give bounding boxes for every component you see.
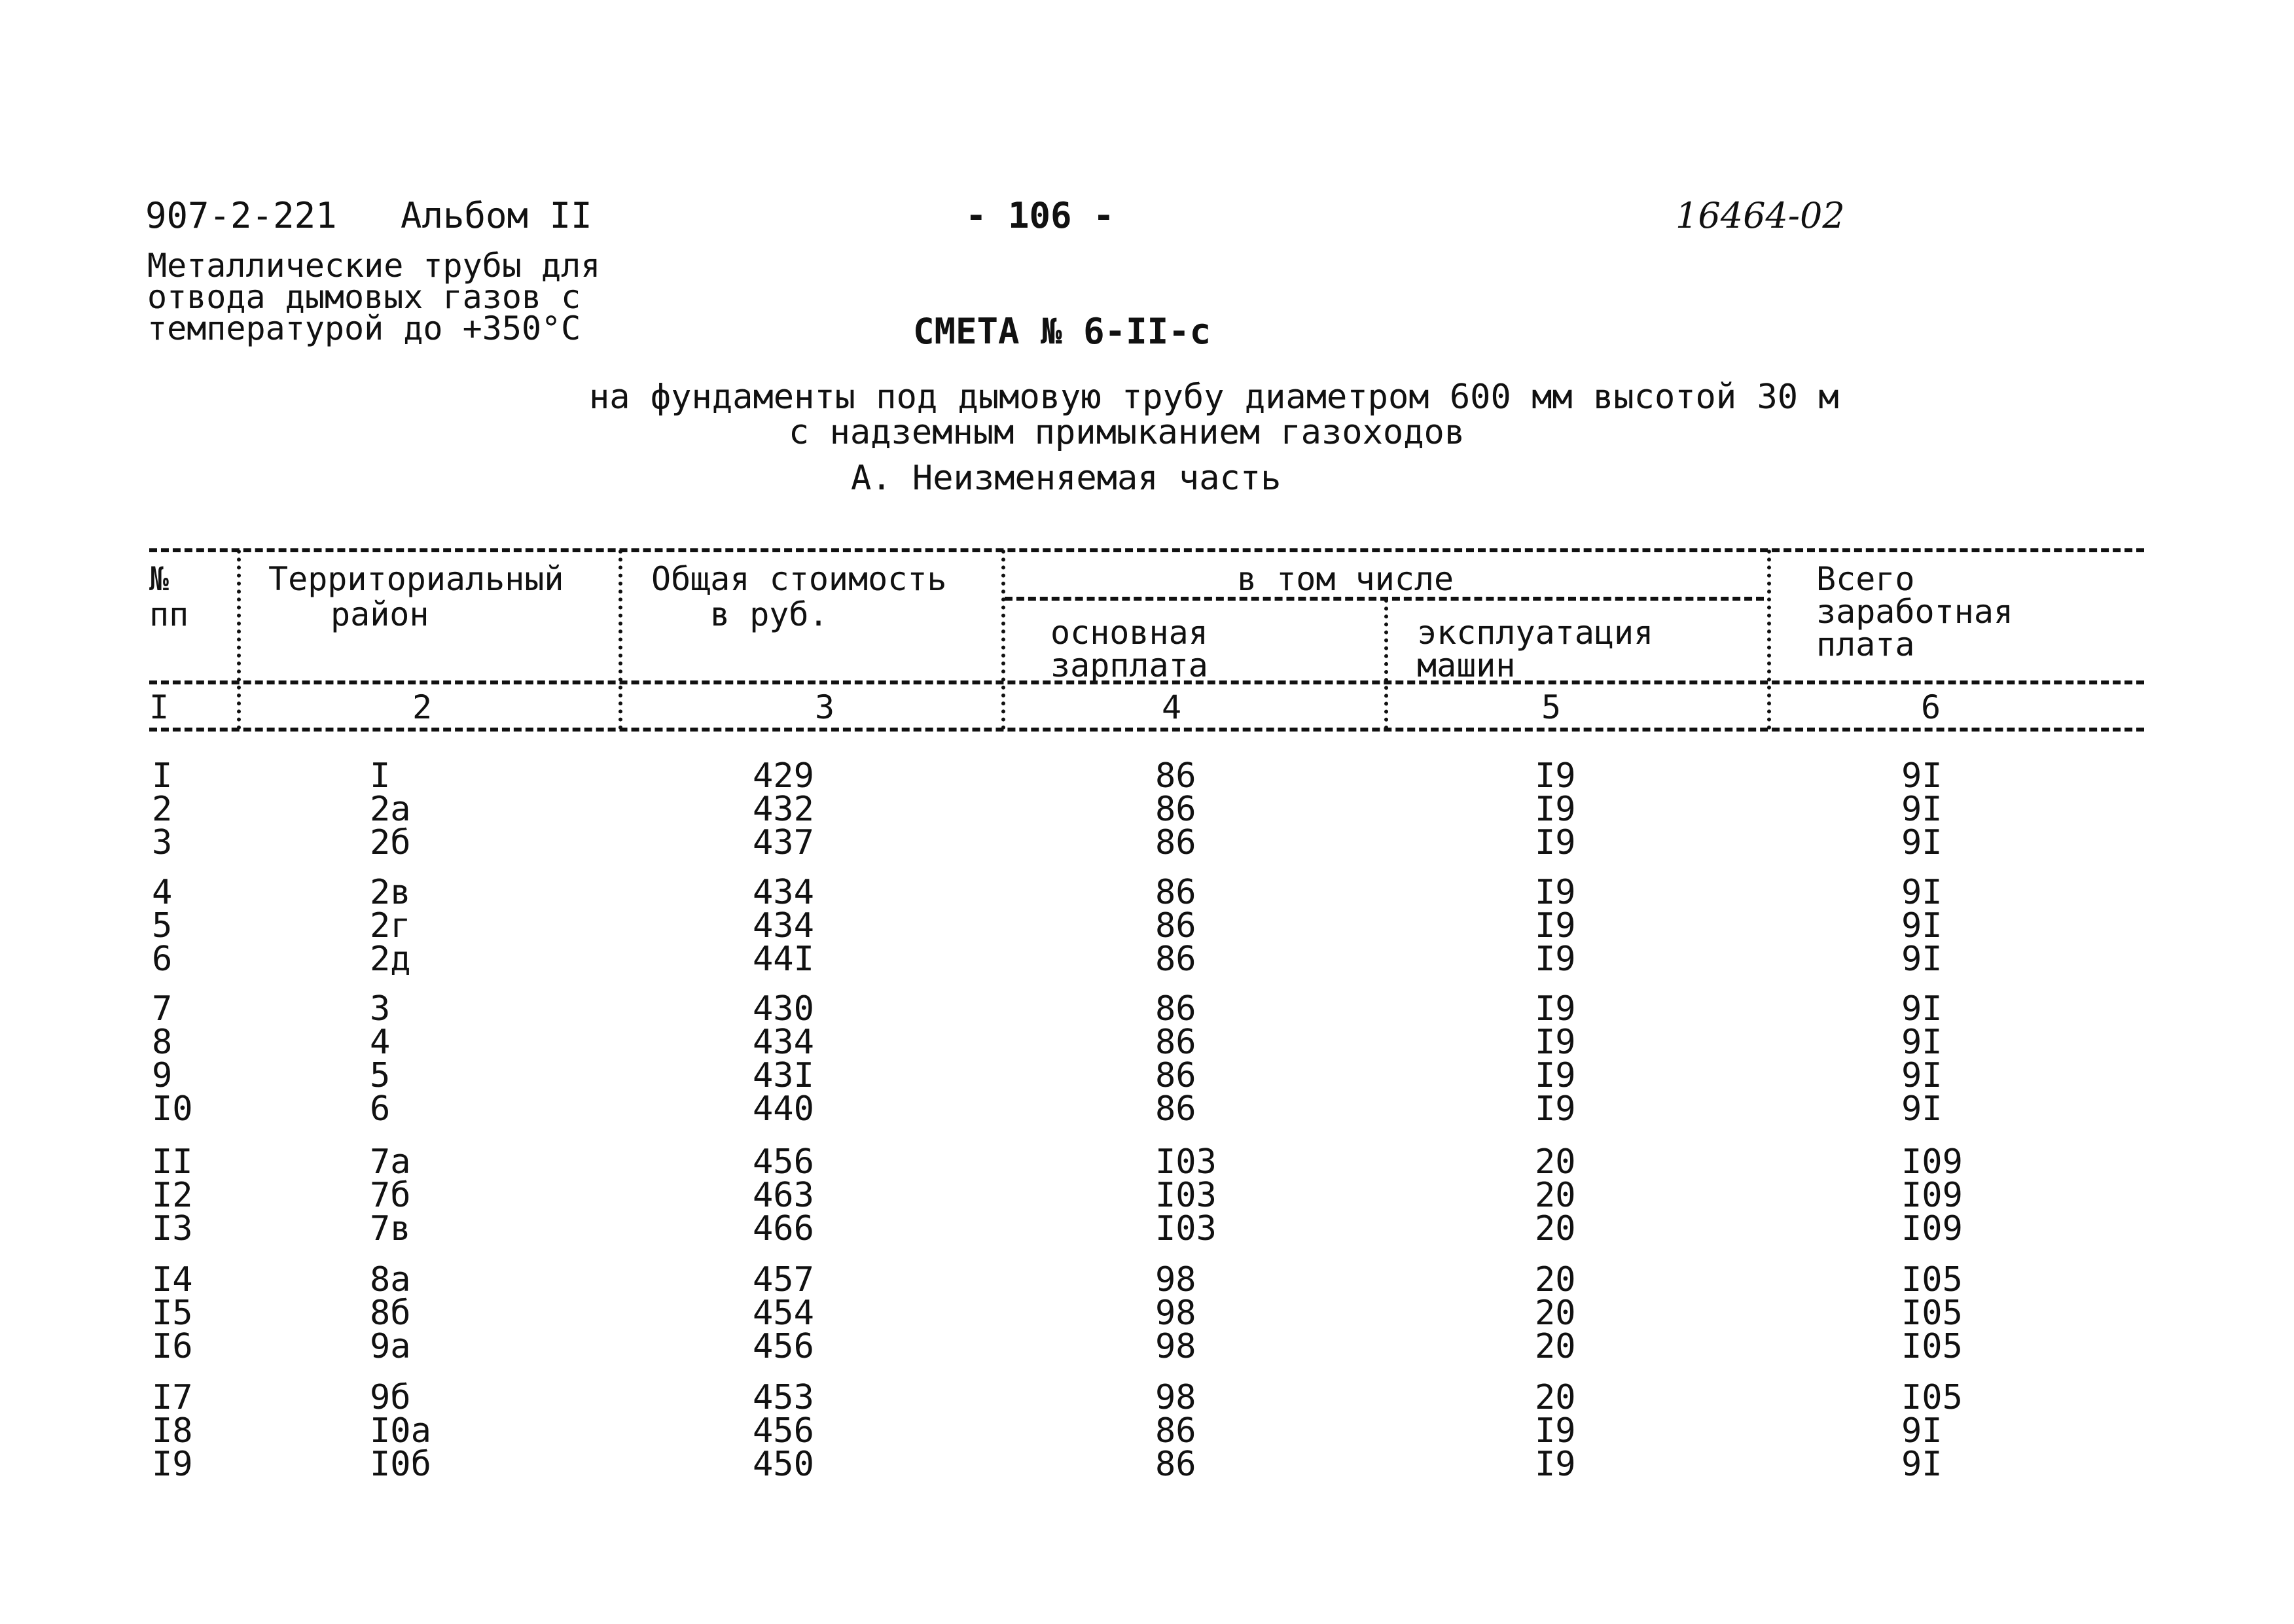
cell-total-wages: 9I: [1901, 823, 1943, 862]
subject-line-3: температурой до +350°С: [147, 309, 581, 347]
cell-row-number: I8: [152, 1411, 193, 1451]
cell-total-wages: I05: [1901, 1327, 1963, 1366]
cell-base-salary: 98: [1155, 1378, 1196, 1417]
cell-base-salary: 98: [1155, 1260, 1196, 1299]
col-divider-3: [1001, 550, 1005, 730]
page-number: - 106 -: [965, 195, 1115, 236]
cell-total-wages: I05: [1901, 1260, 1963, 1299]
cell-base-salary: 86: [1155, 1411, 1196, 1451]
cell-row-number: 2: [152, 790, 173, 829]
th-col6-line3: плата: [1816, 626, 1915, 663]
cell-territorial-district: 8а: [370, 1260, 411, 1299]
cell-total-cost: 430: [753, 989, 814, 1029]
cell-base-salary: 98: [1155, 1327, 1196, 1366]
th-col4-line1: основная: [1050, 614, 1208, 652]
cell-base-salary: 86: [1155, 873, 1196, 912]
th-col2-line1: Территориальный: [268, 560, 564, 598]
cell-row-number: 3: [152, 823, 173, 862]
cell-machine-operation: I9: [1535, 1445, 1576, 1484]
cell-base-salary: 86: [1155, 756, 1196, 796]
cell-territorial-district: I0б: [370, 1445, 431, 1484]
cell-row-number: 7: [152, 989, 173, 1029]
col-divider-1: [237, 550, 241, 730]
cell-total-cost: 437: [753, 823, 814, 862]
cell-total-wages: 9I: [1901, 1023, 1943, 1062]
th-col1-line2: пп: [149, 595, 189, 633]
cell-territorial-district: I0а: [370, 1411, 431, 1451]
cell-total-cost: 466: [753, 1209, 814, 1248]
cell-territorial-district: 7в: [370, 1209, 411, 1248]
stamp-code: 16464-02: [1676, 195, 1845, 236]
th-col3-line1: Общая стоимость: [651, 560, 947, 598]
cell-machine-operation: I9: [1535, 989, 1576, 1029]
colnum-5: 5: [1541, 688, 1562, 726]
cell-row-number: I7: [152, 1378, 193, 1417]
subject-line-2: отвода дымовых газов с: [147, 278, 581, 316]
th-col1-line1: №: [149, 560, 170, 598]
colnum-4: 4: [1162, 688, 1182, 726]
cell-territorial-district: 2д: [370, 940, 411, 979]
cell-total-cost: 434: [753, 906, 814, 945]
cell-row-number: I0: [152, 1089, 193, 1129]
cell-row-number: I2: [152, 1176, 193, 1215]
cell-total-cost: 440: [753, 1089, 814, 1129]
cell-total-cost: 434: [753, 1023, 814, 1062]
cell-territorial-district: 9б: [370, 1378, 411, 1417]
cell-machine-operation: I9: [1535, 790, 1576, 829]
cell-total-wages: 9I: [1901, 873, 1943, 912]
cell-total-cost: 454: [753, 1294, 814, 1333]
colnum-2: 2: [412, 688, 433, 726]
cell-machine-operation: I9: [1535, 1411, 1576, 1451]
cell-machine-operation: 20: [1535, 1209, 1576, 1248]
document-code: 907-2-221: [145, 195, 337, 236]
cell-territorial-district: 6: [370, 1089, 391, 1129]
cell-base-salary: I03: [1155, 1209, 1217, 1248]
cell-machine-operation: I9: [1535, 823, 1576, 862]
cell-machine-operation: 20: [1535, 1260, 1576, 1299]
cell-total-cost: 456: [753, 1411, 814, 1451]
cell-territorial-district: 5: [370, 1056, 391, 1095]
colnum-bottom-rule: [149, 728, 2144, 732]
cell-machine-operation: I9: [1535, 1056, 1576, 1095]
cell-total-wages: 9I: [1901, 1056, 1943, 1095]
cell-territorial-district: 7а: [370, 1142, 411, 1182]
album-label: Альбом II: [401, 195, 592, 236]
th-col3-line2: в руб.: [710, 595, 829, 633]
cell-territorial-district: 2г: [370, 906, 411, 945]
cell-row-number: 9: [152, 1056, 173, 1095]
cell-base-salary: 98: [1155, 1294, 1196, 1333]
cell-territorial-district: I: [370, 756, 391, 796]
cell-total-cost: 463: [753, 1176, 814, 1215]
col-divider-4: [1384, 599, 1388, 730]
cell-row-number: I6: [152, 1327, 193, 1366]
cell-total-wages: 9I: [1901, 756, 1943, 796]
cell-total-wages: I09: [1901, 1176, 1963, 1215]
th-col4-line2: зарплата: [1050, 646, 1208, 684]
th-col6-line2: заработная: [1816, 593, 2014, 631]
cell-total-wages: 9I: [1901, 1411, 1943, 1451]
cell-total-cost: 429: [753, 756, 814, 796]
cell-machine-operation: I9: [1535, 1023, 1576, 1062]
cell-base-salary: 86: [1155, 940, 1196, 979]
estimate-title: СМЕТА № 6-II-с: [913, 311, 1211, 352]
subject-line-1: Металлические трубы для: [147, 247, 601, 285]
cell-total-cost: 450: [753, 1445, 814, 1484]
cell-total-cost: 43I: [753, 1056, 814, 1095]
th-col2-line2: район: [331, 595, 429, 633]
cell-row-number: I5: [152, 1294, 193, 1333]
col-divider-5: [1767, 550, 1771, 730]
th-group: в том числе: [1237, 560, 1454, 598]
cell-machine-operation: 20: [1535, 1142, 1576, 1182]
cell-total-wages: I05: [1901, 1378, 1963, 1417]
cell-base-salary: 86: [1155, 1023, 1196, 1062]
cell-total-wages: I09: [1901, 1142, 1963, 1182]
cell-total-wages: I09: [1901, 1209, 1963, 1248]
cell-machine-operation: I9: [1535, 940, 1576, 979]
cell-machine-operation: I9: [1535, 906, 1576, 945]
cell-row-number: 4: [152, 873, 173, 912]
cell-total-wages: I05: [1901, 1294, 1963, 1333]
cell-total-cost: 456: [753, 1142, 814, 1182]
cell-machine-operation: 20: [1535, 1378, 1576, 1417]
colnum-6: 6: [1921, 688, 1941, 726]
table-top-rule: [149, 548, 2144, 552]
cell-base-salary: I03: [1155, 1142, 1217, 1182]
cell-base-salary: I03: [1155, 1176, 1217, 1215]
cell-machine-operation: 20: [1535, 1327, 1576, 1366]
cell-base-salary: 86: [1155, 790, 1196, 829]
cell-machine-operation: I9: [1535, 873, 1576, 912]
colnum-1: I: [149, 688, 170, 726]
cell-total-wages: 9I: [1901, 940, 1943, 979]
cell-total-wages: 9I: [1901, 989, 1943, 1029]
cell-territorial-district: 7б: [370, 1176, 411, 1215]
cell-territorial-district: 4: [370, 1023, 391, 1062]
cell-row-number: I4: [152, 1260, 193, 1299]
cell-total-cost: 44I: [753, 940, 814, 979]
cell-territorial-district: 3: [370, 989, 391, 1029]
cell-territorial-district: 8б: [370, 1294, 411, 1333]
th-col5-line1: эксплуатация: [1417, 614, 1654, 652]
cell-total-cost: 434: [753, 873, 814, 912]
title-line-1: на фундаменты под дымовую трубу диаметром 600 мм высотой 30 м: [589, 378, 1839, 417]
cell-base-salary: 86: [1155, 1056, 1196, 1095]
cell-total-wages: 9I: [1901, 1445, 1943, 1484]
cell-total-cost: 457: [753, 1260, 814, 1299]
cell-machine-operation: 20: [1535, 1294, 1576, 1333]
cell-total-cost: 453: [753, 1378, 814, 1417]
th-col6-line1: Всего: [1816, 560, 1915, 598]
cell-row-number: 8: [152, 1023, 173, 1062]
cell-machine-operation: 20: [1535, 1176, 1576, 1215]
cell-total-wages: 9I: [1901, 790, 1943, 829]
cell-territorial-district: 2в: [370, 873, 411, 912]
cell-machine-operation: I9: [1535, 756, 1576, 796]
section-title: А. Неизменяемая часть: [851, 459, 1281, 498]
cell-territorial-district: 2б: [370, 823, 411, 862]
cell-base-salary: 86: [1155, 823, 1196, 862]
cell-row-number: I9: [152, 1445, 193, 1484]
cell-base-salary: 86: [1155, 906, 1196, 945]
cell-base-salary: 86: [1155, 1445, 1196, 1484]
cell-territorial-district: 2а: [370, 790, 411, 829]
cell-machine-operation: I9: [1535, 1089, 1576, 1129]
cell-base-salary: 86: [1155, 989, 1196, 1029]
cell-row-number: I: [152, 756, 173, 796]
cell-row-number: I3: [152, 1209, 193, 1248]
cell-total-wages: 9I: [1901, 1089, 1943, 1129]
cell-total-cost: 456: [753, 1327, 814, 1366]
cell-total-wages: 9I: [1901, 906, 1943, 945]
col-divider-2: [618, 550, 622, 730]
colnum-3: 3: [815, 688, 835, 726]
cell-territorial-district: 9а: [370, 1327, 411, 1366]
th-col5-line2: машин: [1417, 646, 1516, 684]
cell-total-cost: 432: [753, 790, 814, 829]
cell-row-number: 5: [152, 906, 173, 945]
cell-base-salary: 86: [1155, 1089, 1196, 1129]
title-line-2: с надземным примыканием газоходов: [789, 413, 1465, 452]
cell-row-number: 6: [152, 940, 173, 979]
cell-row-number: II: [152, 1142, 193, 1182]
